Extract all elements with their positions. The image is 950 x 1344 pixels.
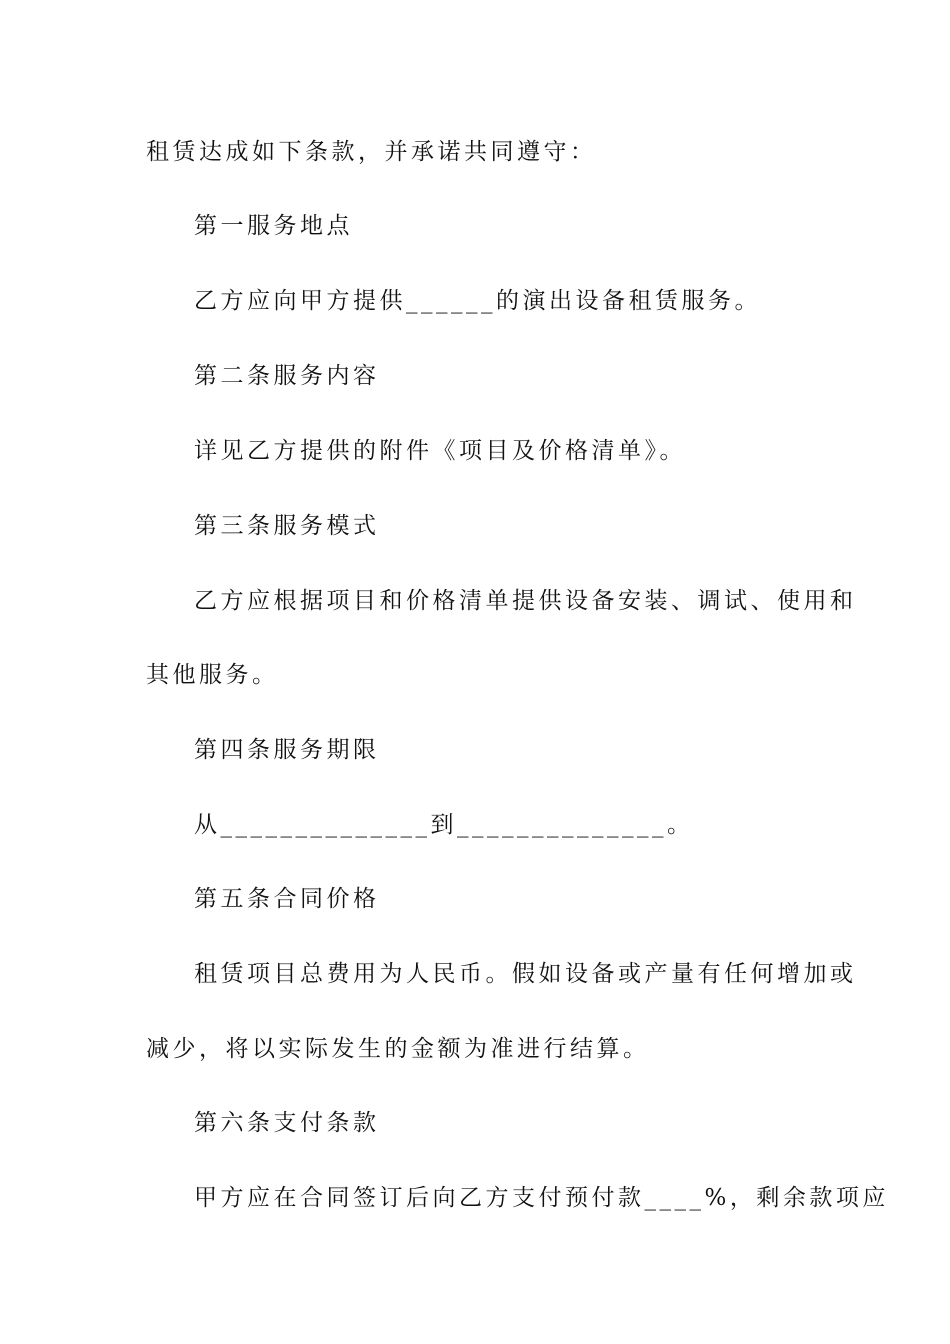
article-5-body-line-1: 租赁项目总费用为人民币。假如设备或产量有任何增加或 <box>194 961 857 987</box>
article-2-heading: 第二条服务内容 <box>194 363 380 389</box>
intro-line: 租赁达成如下条款，并承诺共同遵守： <box>146 139 597 165</box>
article-3-heading: 第三条服务模式 <box>194 513 380 539</box>
article-2-body: 详见乙方提供的附件《项目及价格清单》。 <box>194 438 686 464</box>
article-6-heading: 第六条支付条款 <box>194 1110 380 1136</box>
article-4-heading: 第四条服务期限 <box>194 737 380 763</box>
article-1-body: 乙方应向甲方提供______的演出设备租赁服务。 <box>194 288 761 314</box>
article-6-body-line-1: 甲方应在合同签订后向乙方支付预付款____%，剩余款项应 <box>194 1185 889 1211</box>
article-5-body-line-2: 减少，将以实际发生的金额为准进行结算。 <box>146 1036 650 1062</box>
article-5-heading: 第五条合同价格 <box>194 886 380 912</box>
article-1-heading: 第一服务地点 <box>194 213 353 239</box>
article-3-body-line-2: 其他服务。 <box>146 662 279 688</box>
article-3-body-line-1: 乙方应根据项目和价格清单提供设备安装、调试、使用和 <box>194 588 857 614</box>
article-4-body: 从______________到______________。 <box>194 812 694 838</box>
